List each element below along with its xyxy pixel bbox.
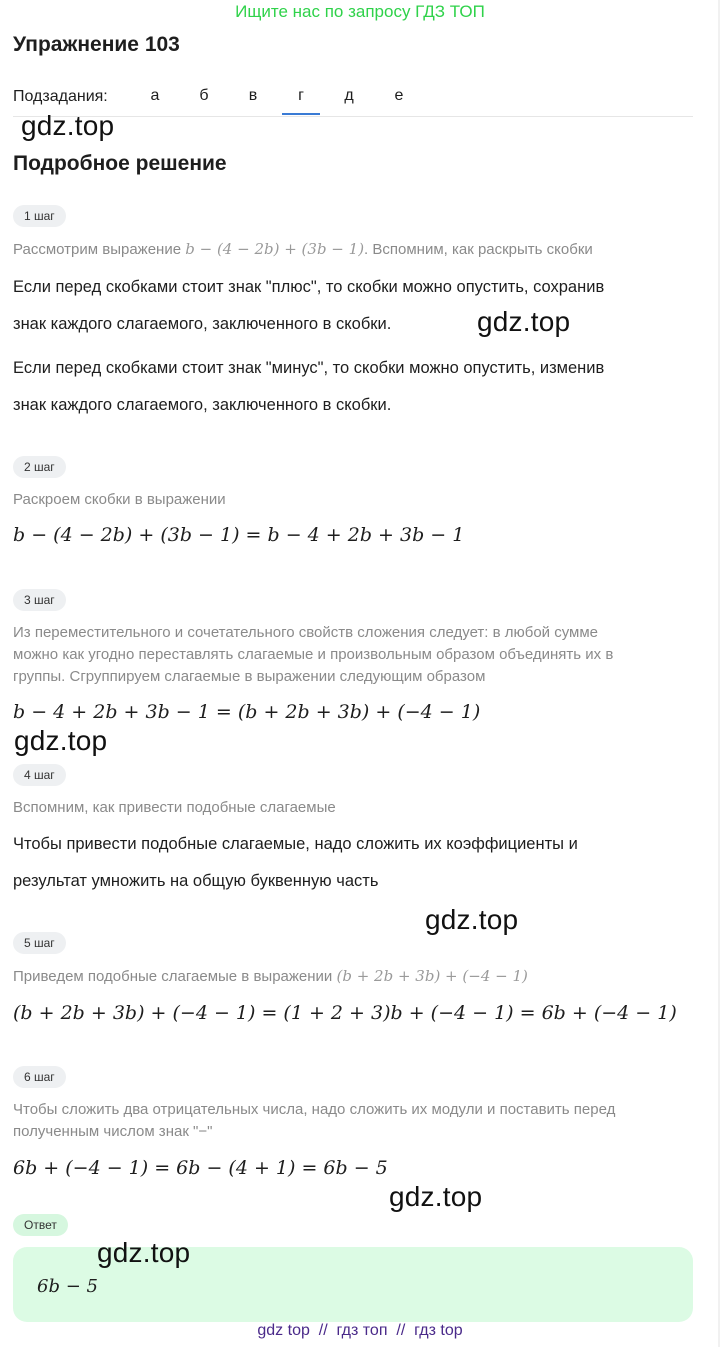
step-text: Приведем подобные слагаемые в выражении [13,968,333,985]
step-5-formula: (b + 2b + 3b) + (−4 − 1) = (1 + 2 + 3)b + (−4 − 1) = 6b + (−4 − 1) [13,1002,677,1024]
rule-line: знак каждого слагаемого, заключенного в скобки. [13,315,392,333]
step-3-formula: b − 4 + 2b + 3b − 1 = (b + 2b + 3b) + (−4 − 1) [13,701,481,723]
rule-line: знак каждого слагаемого, заключенного в скобки. [13,396,392,414]
step-5-badge [13,932,66,954]
step-2-text: Раскроем скобки в выражении [13,491,226,508]
inline-math: (b + 2b + 3b) + (−4 − 1) [336,967,528,985]
step-1-lead [13,238,593,261]
step-5-text [13,965,528,988]
step-label: 5 шаг [13,932,66,954]
step-6-formula: 6b + (−4 − 1) = 6b − (4 + 1) = 6b − 5 [13,1157,388,1179]
step-2-badge [13,456,66,478]
watermark: gdz.top [425,904,519,935]
subtasks-tabs [13,86,693,117]
tab-g[interactable]: г [282,86,320,115]
page-title: Упражнение 103 [13,33,180,56]
rule-line: результат умножить на общую буквенную часть [13,872,379,890]
rule-line: Чтобы привести подобные слагаемые, надо сложить их коэффициенты и [13,835,578,853]
answer-label: Ответ [13,1214,68,1236]
step-6-badge [13,1066,66,1088]
step-text: Рассмотрим выражение [13,241,182,258]
step-4-rule [13,826,578,900]
step-label: 1 шаг [13,205,66,227]
tab-a[interactable]: а [150,87,160,104]
tab-b[interactable]: б [199,87,209,104]
step-6-text [13,1099,615,1143]
answer-badge [13,1214,68,1236]
step-3-text [13,622,613,688]
watermark: gdz.top [389,1181,483,1212]
watermark: gdz.top [14,725,108,756]
tab-d[interactable]: д [344,87,354,104]
search-hint-link[interactable]: Ищите нас по запросу ГДЗ ТОП [235,2,485,21]
text-line: группы. Сгруппируем слагаемые в выражении следующим образом [13,668,486,685]
step-label: 3 шаг [13,589,66,611]
step-text-tail: . Вспомним, как раскрыть скобки [364,241,593,258]
inline-math: b − (4 − 2b) + (3b − 1) [185,240,365,258]
watermark: gdz.top [477,306,571,337]
step-1-badge [13,205,66,227]
answer-formula: 6b − 5 [37,1276,98,1297]
subtasks-label: Подзадания: [13,88,108,105]
step-label: 4 шаг [13,764,66,786]
tab-e[interactable]: е [394,87,404,104]
step-3-badge [13,589,66,611]
text-line: полученным числом знак "−" [13,1123,213,1140]
rule-line: Если перед скобками стоит знак "плюс", то скобки можно опустить, сохранив [13,278,605,296]
step-label: 6 шаг [13,1066,66,1088]
step-1-rule-minus [13,350,604,424]
tab-v[interactable]: в [248,87,258,104]
rule-line: Если перед скобками стоит знак "минус", то скобки можно опустить, изменив [13,359,605,377]
solution-heading: Подробное решение [13,152,227,175]
text-line: Чтобы сложить два отрицательных числа, надо сложить их модули и поставить перед [13,1101,616,1118]
step-label: 2 шаг [13,456,66,478]
text-line: можно как угодно переставлять слагаемые и произвольным образом объединять их в [13,646,614,663]
step-4-text: Вспомним, как привести подобные слагаемые [13,799,336,816]
footer-links[interactable]: gdz top // гдз топ // гдз top [257,1322,463,1339]
text-line: Из переместительного и сочетательного свойств сложения следует: в любой сумме [13,624,599,641]
watermark: gdz.top [97,1237,191,1268]
step-2-formula: b − (4 − 2b) + (3b − 1) = b − 4 + 2b + 3b − 1 [13,524,465,546]
watermark: gdz.top [21,110,115,141]
step-4-badge [13,764,66,786]
